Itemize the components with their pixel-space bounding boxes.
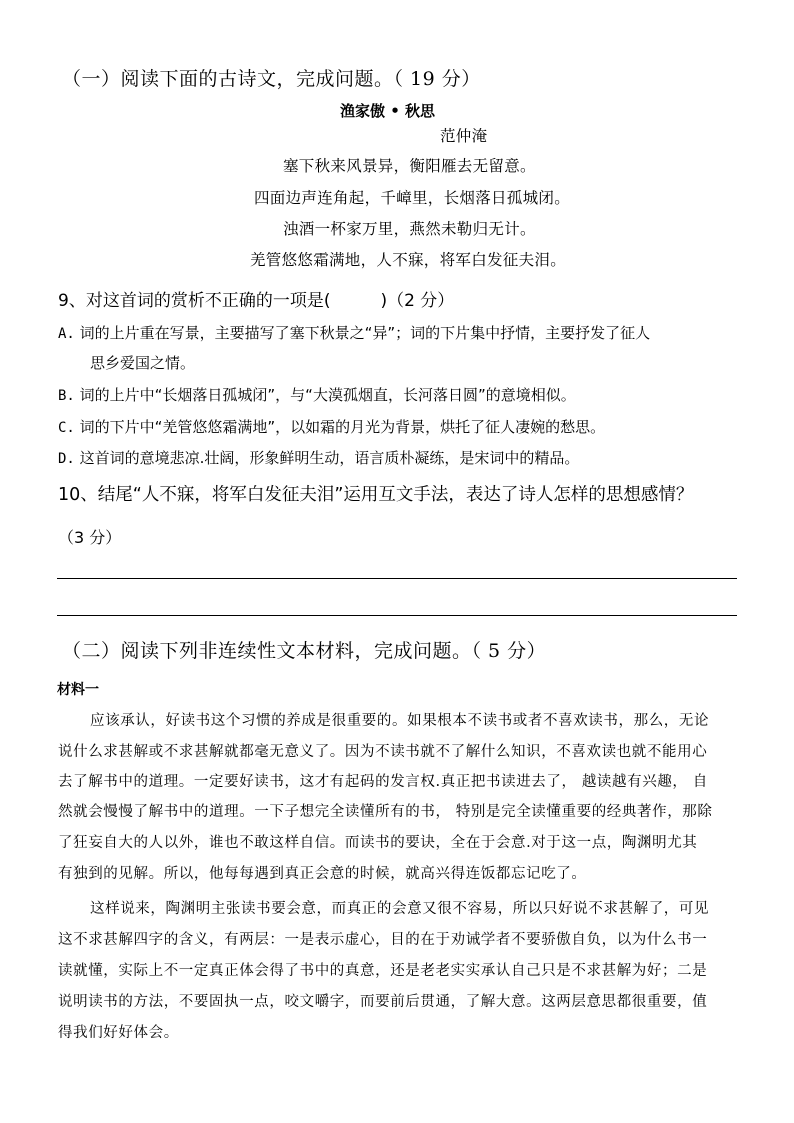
option-b bbox=[58, 384, 576, 405]
answer-line-1[interactable] bbox=[57, 578, 737, 579]
paragraph-2-line-1: 这样说来，陶渊明主张读书要会意，而真正的会意又很不容易，所以只好说不求甚解了，可见 bbox=[90, 901, 710, 917]
option-b-text: 词的上片中“长烟落日孤城闭”，与“大漠孤烟直，长河落日圆”的意境相似。 bbox=[79, 386, 576, 404]
answer-line-2[interactable] bbox=[57, 615, 737, 616]
option-b-label: B. bbox=[58, 388, 75, 404]
section-2-heading: （二）阅读下列非连续性文本材料，完成问题。（ 5 分） bbox=[62, 640, 547, 662]
poem-author: 范仲淹 bbox=[440, 127, 488, 145]
question-9-points: )（2 分） bbox=[380, 291, 455, 311]
poem-title: 渔家傲 • 秋思 bbox=[340, 102, 436, 120]
poem-line-1: 塞下秋来风景异，衡阳雁去无留意。 bbox=[283, 157, 536, 175]
option-a-text: 词的上片重在写景，主要描写了塞下秋景之“异”；词的下片集中抒情，主要抒发了征人 bbox=[79, 324, 651, 342]
question-10-stem: 10、结尾“人不寐，将军白发征夫泪”运用互文手法，表达了诗人怎样的思想感情？ bbox=[58, 485, 694, 505]
option-a-label: A. bbox=[58, 326, 75, 342]
option-d bbox=[58, 447, 579, 468]
paragraph-1-line-6: 有独到的见解。所以，他每每遇到真正会意的时候，就高兴得连饭都忘记吃了。 bbox=[58, 866, 587, 882]
option-c-label: C. bbox=[58, 420, 75, 436]
poem-line-4: 羌管悠悠霜满地，人不寐，将军白发征夫泪。 bbox=[250, 251, 567, 269]
paragraph-2-line-3: 读就懂，实际上不一定真正体会得了书中的真意，还是老老实实承认自己只是不求甚解为好；二是 bbox=[58, 963, 708, 979]
paragraph-1-line-5: 了狂妄自大的人以外，谁也不敢这样自信。而读书的要诀，全在于会意.对于这一点，陶渊明尤其 bbox=[58, 835, 698, 851]
question-10-points: （3 分） bbox=[58, 528, 122, 547]
paragraph-1-line-1: 应该承认，好读书这个习惯的养成是很重要的。如果根本不读书或者不喜欢读书，那么，无论 bbox=[90, 713, 710, 729]
option-a-continued: 思乡爱国之情。 bbox=[90, 354, 196, 372]
option-c-text: 词的下片中“羌管悠悠霜满地”，以如霜的月光为背景，烘托了征人凄婉的愁思。 bbox=[79, 418, 606, 436]
question-9 bbox=[58, 286, 454, 311]
paragraph-2-line-5: 得我们好好体会。 bbox=[58, 1025, 179, 1041]
option-a bbox=[58, 322, 650, 343]
question-9-stem: 9、对这首词的赏析不正确的一项是( bbox=[58, 291, 331, 311]
poem-line-3: 浊酒一杯家万里，燕然未勒归无计。 bbox=[283, 220, 536, 238]
paragraph-1-line-2: 说什么求甚解或不求甚解就都毫无意义了。因为不读书就不了解什么知识，不喜欢读也就不能用心 bbox=[58, 744, 708, 760]
option-d-text: 这首词的意境悲凉.壮阔，形象鲜明生动，语言质朴凝练，是宋词中的精品。 bbox=[79, 449, 580, 467]
option-d-label: D. bbox=[58, 451, 75, 467]
option-c bbox=[58, 416, 605, 437]
paragraph-2-line-2: 这不求甚解四字的含义，有两层：一是表示虚心，目的在于劝诫学者不要骄傲自负，以为什么书一 bbox=[58, 932, 708, 948]
poem-line-2: 四面边声连角起，千嶂里，长烟落日孤城闭。 bbox=[254, 189, 571, 207]
section-1-heading: （一）阅读下面的古诗文，完成问题。（ 19 分） bbox=[62, 68, 481, 90]
paragraph-2-line-4: 说明读书的方法，不要固执一点，咬文嚼字，而要前后贯通，了解大意。这两层意思都很重要，值 bbox=[58, 994, 708, 1010]
paragraph-1-line-3: 去了解书中的道理。一定要好读书，这才有起码的发言权.真正把书读进去了， 越读越有兴趣， 自 bbox=[58, 774, 708, 790]
material-1-title: 材料一 bbox=[57, 682, 99, 698]
paragraph-1-line-4: 然就会慢慢了解书中的道理。一下子想完全读懂所有的书， 特别是完全读懂重要的经典著作，那除 bbox=[58, 804, 713, 820]
